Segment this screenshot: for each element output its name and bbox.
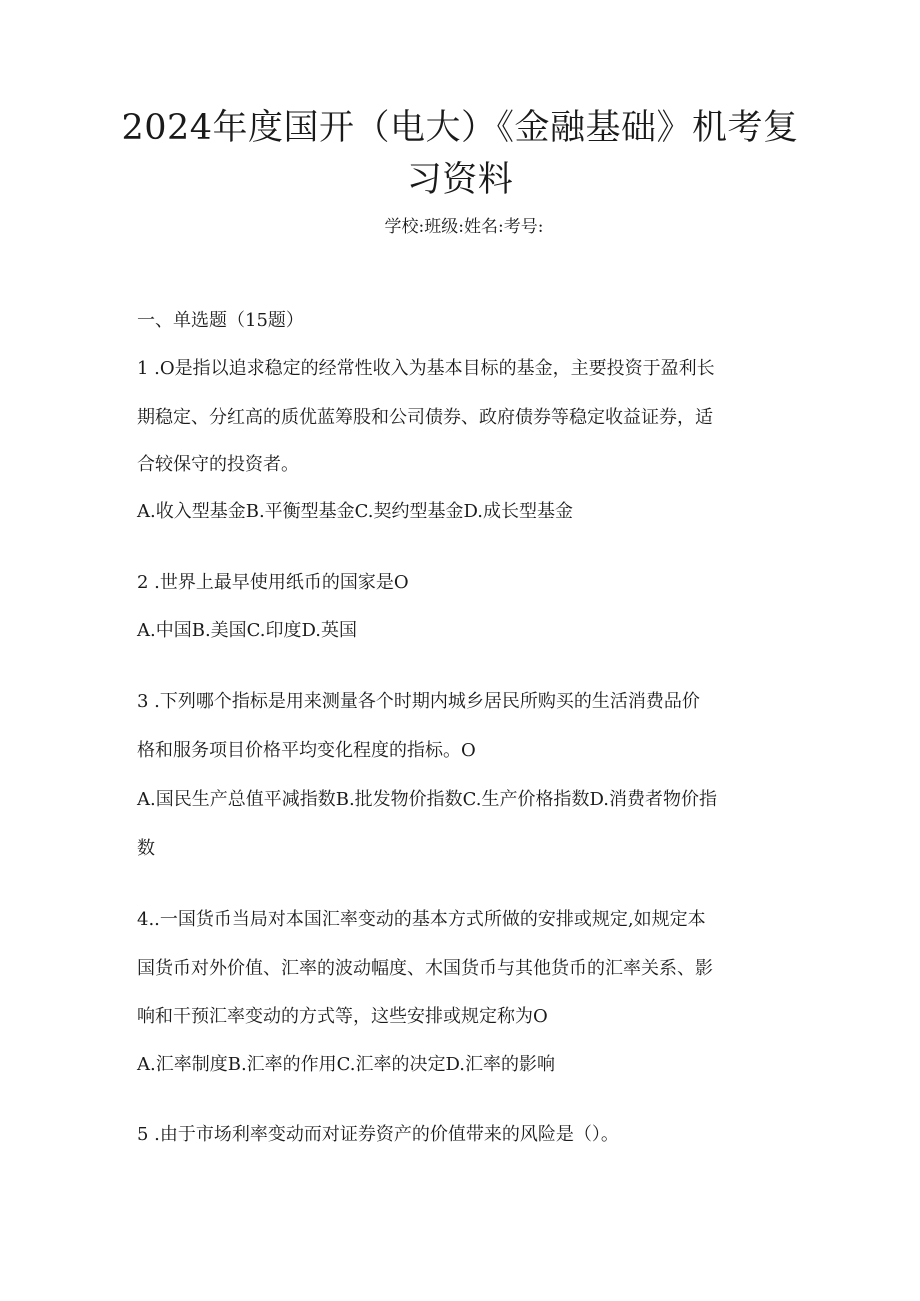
document-title-line-1: 2024年度国开（电大）《金融基础》机考复 [121, 108, 799, 148]
section-heading: 一、单选题（15题） [137, 310, 304, 331]
question-5-stem: 5 .由于市场利率变动而对证券资产的价值带来的风险是（）。 [137, 1124, 619, 1145]
question-4-stem-line-3: 响和干预汇率变动的方式等，这些安排或规定称为O [137, 1006, 548, 1027]
question-2-options: A.中国B.美国C.印度D.英国 [137, 620, 358, 641]
question-1-options: A.收入型基金B.平衡型基金C.契约型基金D.成长型基金 [137, 501, 574, 522]
question-1-stem-line-3: 合较保守的投资者。 [137, 454, 299, 475]
question-4-stem-line-1: 4..一国货币当局对本国汇率变动的基本方式所做的安排或规定,如规定本 [137, 909, 706, 930]
student-info-line: 学校:班级:姓名:考号: [384, 217, 544, 237]
question-1-stem-line-1: 1 .O是指以追求稳定的经常性收入为基本目标的基金，主要投资于盈利长 [137, 358, 715, 379]
question-1-stem-line-2: 期稳定、分红高的质优蓝筹股和公司债券、政府债券等稳定收益证券，适 [137, 407, 713, 428]
question-3-options-line-2: 数 [137, 838, 155, 859]
question-4-stem-line-2: 国货币对外价值、汇率的波动幅度、木国货币与其他货币的汇率关系、影 [137, 958, 713, 979]
question-2-stem: 2 .世界上最早使用纸币的国家是O [137, 572, 409, 593]
question-4-options: A.汇率制度B.汇率的作用C.汇率的决定D.汇率的影响 [137, 1054, 556, 1075]
question-3-options-line-1: A.国民生产总值平减指数B.批发物价指数C.生产价格指数D.消费者物价指 [137, 789, 718, 810]
document-title-line-2: 习资料 [406, 160, 514, 200]
question-3-stem-line-2: 格和服务项目价格平均变化程度的指标。O [137, 740, 476, 761]
question-3-stem-line-1: 3 .下列哪个指标是用来测量各个时期内城乡居民所购买的生活消费品价 [137, 691, 700, 712]
